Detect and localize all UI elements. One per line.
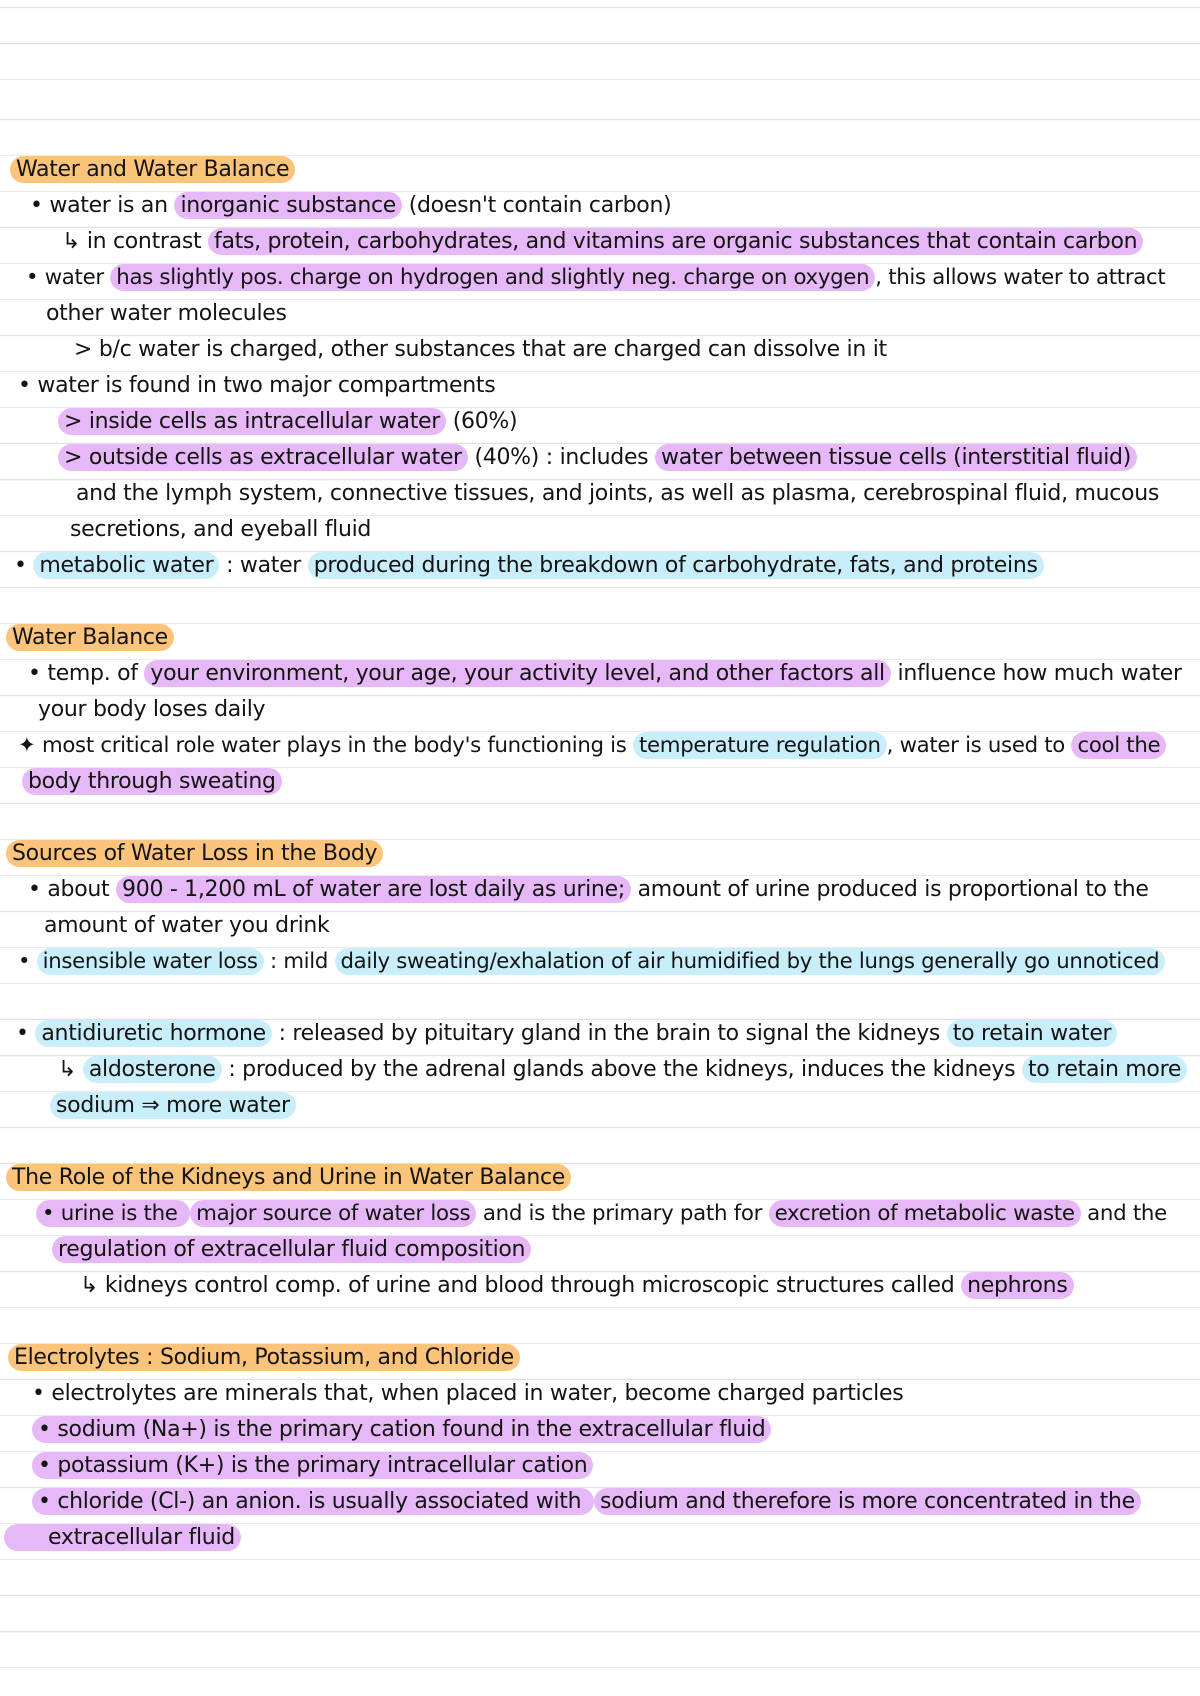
note-text: influence how much water bbox=[890, 661, 1182, 686]
note-line: amount of water you drink bbox=[44, 913, 330, 938]
note-text: and is the primary path for bbox=[476, 1201, 769, 1226]
note-text: , this allows water to attract bbox=[875, 265, 1166, 290]
heading-electrolytes bbox=[8, 1340, 520, 1376]
note-line bbox=[58, 1052, 1187, 1088]
note-line: • electrolytes are minerals that, when placed in water, become charged particles bbox=[32, 1381, 904, 1406]
heading-role-of-kidneys bbox=[6, 1160, 571, 1196]
note-line bbox=[14, 548, 1044, 584]
section-title: Water Balance bbox=[6, 624, 174, 651]
note-text: (60%) bbox=[446, 409, 518, 434]
note-line bbox=[32, 1412, 771, 1448]
note-line bbox=[18, 944, 1165, 980]
note-text: ✦ most critical role water plays in the body's functioning is bbox=[18, 733, 633, 758]
highlighted-text: to retain more bbox=[1022, 1056, 1187, 1083]
note-line bbox=[32, 1484, 1141, 1520]
note-text: • water bbox=[26, 265, 111, 290]
note-text: : produced by the adrenal glands above the kidneys, induces the kidneys bbox=[221, 1057, 1022, 1082]
section-title: Electrolytes : Sodium, Potassium, and Chloride bbox=[8, 1344, 520, 1371]
highlighted-text: sodium and therefore is more concentrated in the bbox=[594, 1488, 1141, 1515]
highlighted-text: cool the bbox=[1071, 732, 1166, 759]
note-line bbox=[18, 728, 1166, 764]
highlighted-text: produced during the breakdown of carbohydrate, fats, and proteins bbox=[308, 552, 1044, 579]
note-line bbox=[30, 188, 671, 224]
highlighted-text: 900 - 1,200 mL of water are lost daily as urine; bbox=[116, 876, 631, 903]
highlighted-text: daily sweating/exhalation of air humidified by the lungs generally go unnoticed bbox=[335, 948, 1166, 975]
note-text: : water bbox=[219, 553, 308, 578]
note-line bbox=[52, 1232, 531, 1268]
highlighted-text: to retain water bbox=[947, 1020, 1118, 1047]
note-line bbox=[26, 260, 1165, 296]
highlighted-text: has slightly pos. charge on hydrogen and slightly neg. charge on oxygen bbox=[110, 264, 875, 291]
note-text: (doesn't contain carbon) bbox=[402, 193, 672, 218]
note-line bbox=[36, 1196, 1167, 1232]
note-text: • about bbox=[28, 877, 117, 902]
note-text: amount of urine produced is proportional to the bbox=[630, 877, 1149, 902]
note-line: • water is found in two major compartments bbox=[18, 373, 496, 398]
highlighted-term: temperature regulation bbox=[633, 732, 887, 759]
note-line: other water molecules bbox=[46, 301, 287, 326]
note-line bbox=[32, 1448, 593, 1484]
note-text: and the bbox=[1080, 1201, 1167, 1226]
note-text: ↳ bbox=[58, 1057, 83, 1082]
section-title: Sources of Water Loss in the Body bbox=[6, 840, 383, 867]
note-text: • bbox=[16, 1021, 36, 1046]
highlighted-text: water between tissue cells (interstitial fluid) bbox=[655, 444, 1137, 471]
highlighted-text: extracellular fluid bbox=[4, 1524, 241, 1551]
note-line bbox=[22, 764, 282, 800]
note-line bbox=[80, 1268, 1074, 1304]
highlighted-text: major source of water loss bbox=[190, 1200, 476, 1227]
highlighted-text: regulation of extracellular fluid composition bbox=[52, 1236, 531, 1263]
note-text: (40%) : includes bbox=[467, 445, 656, 470]
highlighted-text: excretion of metabolic waste bbox=[769, 1200, 1081, 1227]
heading-sources-of-water-loss bbox=[6, 836, 383, 872]
highlighted-term: antidiuretic hormone bbox=[35, 1020, 272, 1047]
highlighted-term: aldosterone bbox=[83, 1056, 222, 1083]
note-line bbox=[58, 440, 1137, 476]
highlighted-text: > inside cells as intracellular water bbox=[58, 408, 446, 435]
note-line: and the lymph system, connective tissues, and joints, as well as plasma, cerebrospinal fluid, mucous bbox=[76, 481, 1160, 506]
highlighted-term: metabolic water bbox=[33, 552, 219, 579]
highlighted-term: inorganic substance bbox=[174, 192, 402, 219]
note-text: • temp. of bbox=[28, 661, 145, 686]
note-line: > b/c water is charged, other substances that are charged can dissolve in it bbox=[74, 337, 887, 362]
section-title: Water and Water Balance bbox=[10, 156, 295, 183]
note-line bbox=[62, 224, 1143, 260]
heading-water-and-water-balance bbox=[10, 152, 295, 188]
note-line bbox=[28, 656, 1182, 692]
highlighted-text: • sodium (Na+) is the primary cation found in the extracellular fluid bbox=[32, 1416, 771, 1443]
note-line bbox=[16, 1016, 1117, 1052]
highlighted-text: • potassium (K+) is the primary intracellular cation bbox=[32, 1452, 593, 1479]
note-text: : released by pituitary gland in the brain to signal the kidneys bbox=[271, 1021, 947, 1046]
note-text: • water is an bbox=[30, 193, 175, 218]
note-line bbox=[50, 1088, 296, 1124]
note-text: , water is used to bbox=[886, 733, 1072, 758]
heading-water-balance bbox=[6, 620, 174, 656]
note-text: • bbox=[14, 553, 34, 578]
highlighted-text: your environment, your age, your activity level, and other factors all bbox=[144, 660, 890, 687]
highlighted-text: fats, protein, carbohydrates, and vitamins are organic substances that contain carbon bbox=[208, 228, 1143, 255]
note-line: secretions, and eyeball fluid bbox=[70, 517, 372, 542]
section-title: The Role of the Kidneys and Urine in Water Balance bbox=[6, 1164, 571, 1191]
highlighted-text: body through sweating bbox=[22, 768, 282, 795]
highlighted-text: • urine is the bbox=[36, 1200, 190, 1227]
highlighted-term: nephrons bbox=[961, 1272, 1073, 1299]
note-line bbox=[58, 404, 517, 440]
highlighted-text: sodium ⇒ more water bbox=[50, 1092, 296, 1119]
highlighted-term: insensible water loss bbox=[37, 948, 264, 975]
note-text: ↳ kidneys control comp. of urine and blood through microscopic structures called bbox=[80, 1273, 962, 1298]
note-line bbox=[4, 1520, 241, 1556]
note-line: your body loses daily bbox=[38, 697, 266, 722]
note-text: ↳ in contrast bbox=[62, 229, 209, 254]
note-line bbox=[28, 872, 1149, 908]
highlighted-text: > outside cells as extracellular water bbox=[58, 444, 468, 471]
note-text: : mild bbox=[263, 949, 335, 974]
highlighted-text: • chloride (Cl-) an anion. is usually associated with bbox=[32, 1488, 594, 1515]
note-text: • bbox=[18, 949, 37, 974]
